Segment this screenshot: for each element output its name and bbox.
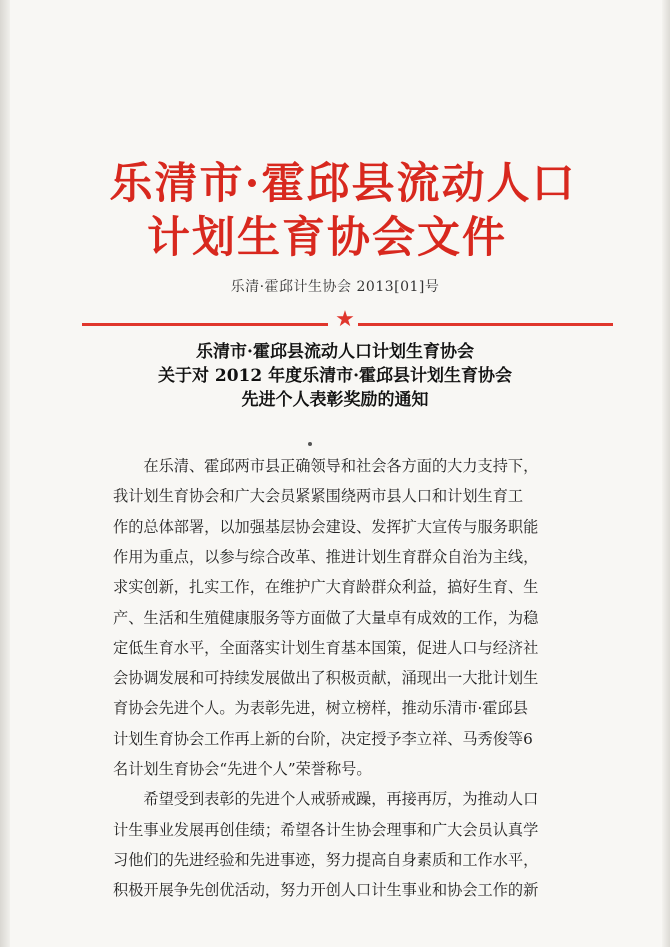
notice-title-line3: 先进个人表彰奖励的通知 [241, 390, 429, 410]
header-title-line1: 乐清市·霍邱县流动人口 [109, 159, 577, 209]
header-title-line2: 计划生育协会文件 [147, 213, 507, 263]
scan-edge-left [0, 0, 10, 947]
scan-edge-right [662, 0, 670, 947]
body-line: 计划生育协会工作再上新的台阶，决定授予李立祥、马秀俊等6 [113, 729, 533, 748]
body-line: 我计划生育协会和广大会员紧紧围绕两市县人口和计划生育工 [113, 487, 524, 506]
body-line: 育协会先进个人。为表彰先进，树立榜样，推动乐清市·霍邱县 [113, 699, 528, 718]
notice-title-line2: 关于对 2012 年度乐清市·霍邱县计划生育协会 [157, 366, 513, 386]
body-line: 求实创新，扎实工作，在维护广大育龄群众利益，搞好生育、生 [113, 578, 539, 597]
red-rule-right [358, 323, 613, 326]
notice-title-line1: 乐清市·霍邱县流动人口计划生育协会 [196, 342, 474, 362]
body-line: 定低生育水平，全面落实计划生育基本国策，促进人口与经济社 [113, 638, 539, 657]
body-line: 计生事业发展再创佳绩；希望各计生协会理事和广大会员认真学 [113, 820, 539, 839]
body-line: 名计划生育协会“先进个人”荣誉称号。 [113, 760, 372, 778]
document-number: 乐清·霍邱计生协会 2013[01]号 [230, 279, 440, 295]
body-line: 产、生活和生殖健康服务等方面做了大量卓有成效的工作，为稳 [113, 608, 539, 627]
scan-speck [308, 442, 312, 446]
body-line: 作的总体部署，以加强基层协会建设、发挥扩大宣传与服务职能 [113, 517, 539, 536]
body-line: 作用为重点，以参与综合改革、推进计划生育群众自治为主线， [113, 547, 539, 566]
body-line: 希望受到表彰的先进个人戒骄戒躁，再接再厉，为推动人口 [113, 790, 539, 809]
red-star-icon: ★ [335, 307, 355, 332]
body-line: 在乐清、霍邱两市县正确领导和社会各方面的大力支持下， [113, 457, 539, 475]
body-line: 会协调发展和可持续发展做出了积极贡献，涌现出一大批计划生 [113, 669, 539, 688]
body-line: 习他们的先进经验和先进事迹，努力提高自身素质和工作水平， [113, 850, 539, 869]
red-rule-left [82, 323, 328, 326]
body-line: 积极开展争先创优活动，努力开创人口计生事业和协会工作的新 [113, 881, 539, 900]
